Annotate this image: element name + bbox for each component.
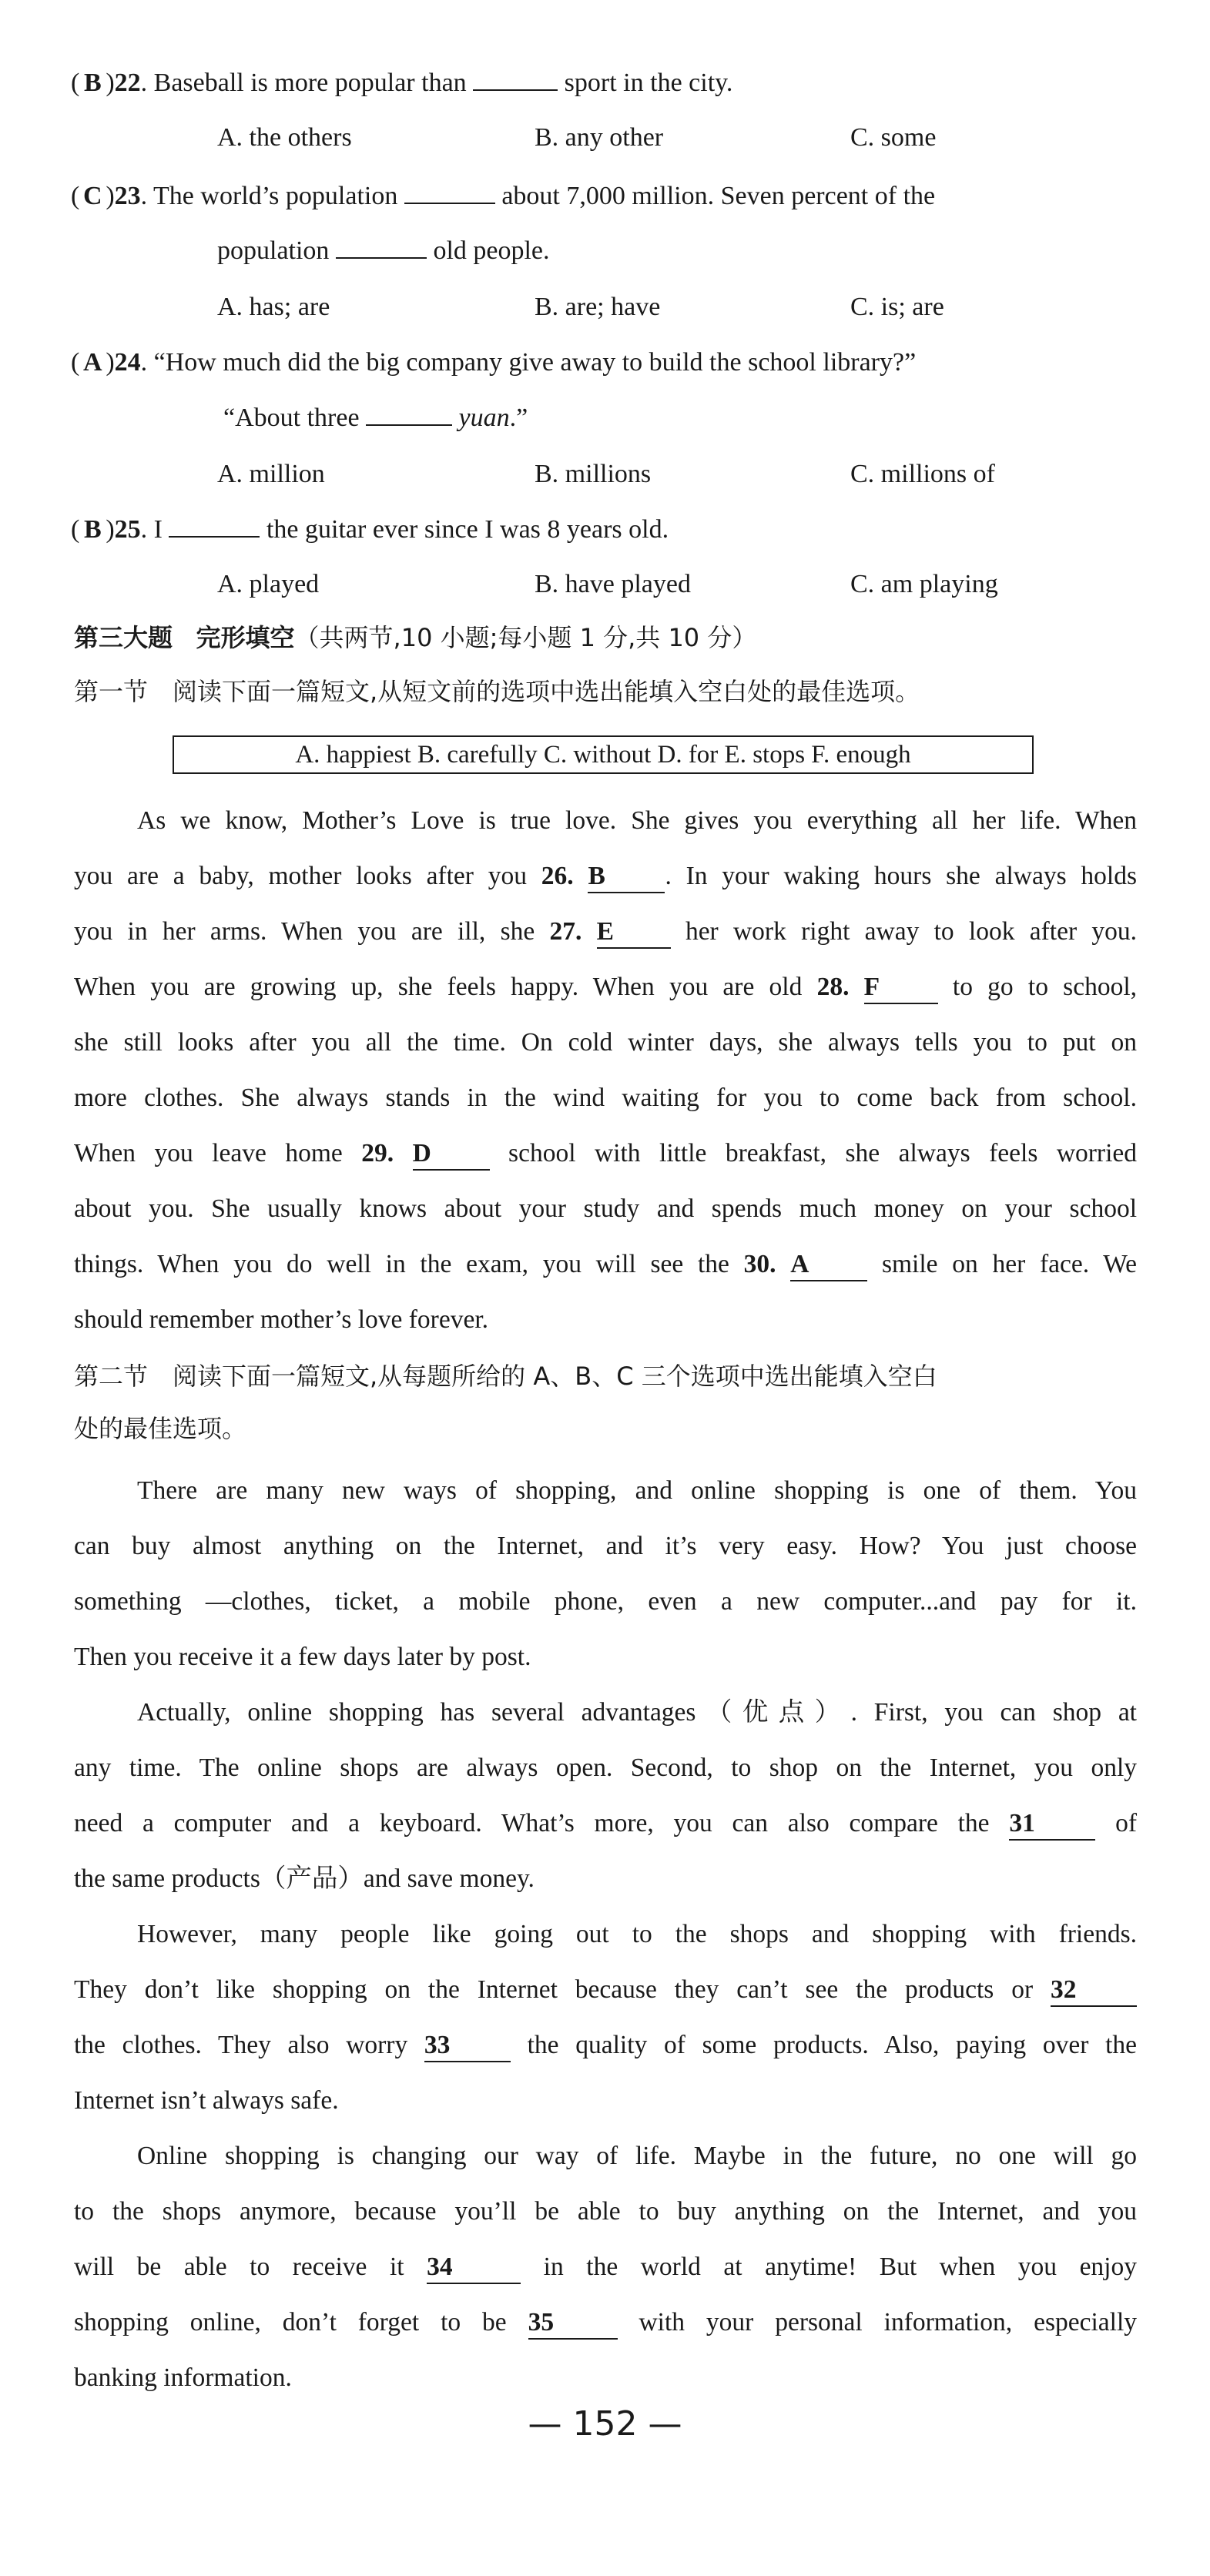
question-text: .” [509,404,528,432]
blank-32: 32 [1051,1975,1137,2007]
passage-line: the clothes. They also worry 33 the quality of some products. Also, paying over the [74,2018,1137,2073]
question-24: ( A )24. “How much did the big company give away to build the school library?” [71,346,916,380]
part-2-instruction-cont: 处的最佳选项。 [74,1414,247,1443]
part-2-instruction: 第二节 阅读下面一篇短文,从每题所给的 A、B、C 三个选项中选出能填入空白 [74,1362,937,1391]
passage-line: the same products（产品）and save money. [74,1864,535,1893]
option-a: A. million [217,460,325,488]
passage-line: banking information. [74,2363,292,2392]
passage-line: you in her arms. When you are ill, she 27. E her work right away to look after you. [74,904,1137,960]
section-subtitle: 完形填空 [196,623,295,652]
blank [366,403,452,426]
question-text: about 7,000 million. Seven percent of the [494,182,936,210]
question-23-continued [217,234,550,268]
question-text: . The world’s population [140,182,404,210]
passage-2 [74,1463,1137,2406]
option-a: A. the others [217,123,352,152]
question-23: ( C )23. The world’s population about 7,000 million. Seven percent of the [71,179,935,213]
passage-line: you are a baby, mother looks after you 26. B . In your waking hours she always holds [74,849,1137,904]
passage-line: more clothes. She always stands in the wind waiting for you to come back from school. [74,1084,1137,1112]
question-24-continued [223,401,528,435]
option-c: C. am playing [850,570,998,598]
passage-line: Online shopping is changing our way of life. Maybe in the future, no one will go [137,2142,1137,2170]
passage-line: They don’t like shopping on the Internet because they can’t see the products or 32 [74,1962,1137,2018]
section-3-header [74,621,756,655]
passage-line: need a computer and a keyboard. What’s more, you can also compare the 31 of [74,1796,1137,1851]
word-options-box: A. happiest B. carefully C. without D. for E. stops F. enough [173,735,1034,774]
question-number: 23 [114,182,141,210]
question-22: ( B )22. Baseball is more popular than sport in the city. [71,66,732,100]
answer-24: A [83,348,102,377]
passage-line: can buy almost anything on the Internet, and it’s very easy. How? You just choose [74,1532,1137,1560]
option-a: A. has; are [217,293,330,321]
page-number: — 152 — [528,2404,682,2444]
passage-line: shopping online, don’t forget to be 35 with your personal information, especially [74,2295,1137,2350]
passage-line: However, many people like going out to the shops and shopping with friends. [137,1920,1137,1948]
answer-28: F [864,972,938,1004]
passage-line: something —clothes, ticket, a mobile phone, even a new computer...and pay for it. [74,1587,1137,1616]
passage-line: to the shops anymore, because you’ll be able to buy anything on the Internet, and you [74,2197,1137,2226]
question-text: population [217,236,336,265]
question-text: . “How much did the big company give away to build the school library?” [140,348,917,377]
question-text: old people. [426,236,550,265]
passage-line: any time. The online shops are always open. Second, to shop on the Internet, you only [74,1754,1137,1782]
question-text: “About three [223,404,367,432]
option-b: B. any other [535,123,664,152]
part-1-instruction: 第一节 阅读下面一篇短文,从短文前的选项中选出能填入空白处的最佳选项。 [74,677,920,706]
option-b: B. are; have [535,293,661,321]
answer-29: D [413,1138,490,1171]
question-25: ( B )25. I the guitar ever since I was 8 years old. [71,513,669,547]
passage-line: will be able to receive it 34 in the world at anytime! But when you enjoy [74,2239,1137,2295]
option-c: C. is; are [850,293,944,321]
option-b: B. have played [535,570,691,598]
question-text-italic: yuan [458,404,510,432]
answer-22: B [83,69,102,97]
answer-27: E [597,916,671,949]
section-info: （共两节,10 小题;每小题 1 分,共 10 分） [294,623,757,652]
blank [404,181,495,204]
question-text: sport in the city. [558,69,733,97]
question-number: 25 [114,515,141,544]
blank [336,236,427,259]
question-text: the guitar ever since I was 8 years old. [260,515,669,544]
blank-34: 34 [427,2252,521,2284]
blank [169,514,260,538]
passage-line: she still looks after you all the time. On cold winter days, she always tells you to put on [74,1028,1137,1057]
question-text: . Baseball is more popular than [140,69,474,97]
blank [473,68,558,91]
passage-line: Actually, online shopping has several advantages（优点）. First, you can shop at [137,1698,1137,1727]
question-number: 24 [114,348,141,377]
option-c: C. some [850,123,937,152]
passage-line: When you leave home 29. D school with little breakfast, she always feels worried [74,1126,1137,1181]
passage-line: Then you receive it a few days later by post. [74,1643,531,1671]
blank-33: 33 [424,2030,511,2062]
passage-line: Internet isn’t always safe. [74,2086,339,2115]
passage-line: As we know, Mother’s Love is true love. She gives you everything all her life. When [137,806,1137,835]
option-c: C. millions of [850,460,995,488]
question-text: . I [140,515,169,544]
section-title: 第三大题 [74,623,173,652]
blank-31: 31 [1009,1808,1095,1841]
question-number: 22 [114,69,141,97]
passage-line: should remember mother’s love forever. [74,1305,489,1334]
passage-line: about you. She usually knows about your study and spends much money on your school [74,1194,1137,1223]
passage-line: There are many new ways of shopping, and online shopping is one of them. You [137,1476,1137,1505]
passage-line: When you are growing up, she feels happy. When you are old 28. F to go to school, [74,960,1137,1015]
answer-26: B [588,861,665,893]
answer-25: B [83,515,102,544]
option-a: A. played [217,570,320,598]
blank-35: 35 [528,2307,618,2340]
passage-line: things. When you do well in the exam, you will see the 30. A smile on her face. We [74,1237,1137,1292]
answer-23: C [83,182,102,210]
passage-1 [74,793,1137,1348]
answer-30: A [790,1249,867,1281]
option-b: B. millions [535,460,652,488]
